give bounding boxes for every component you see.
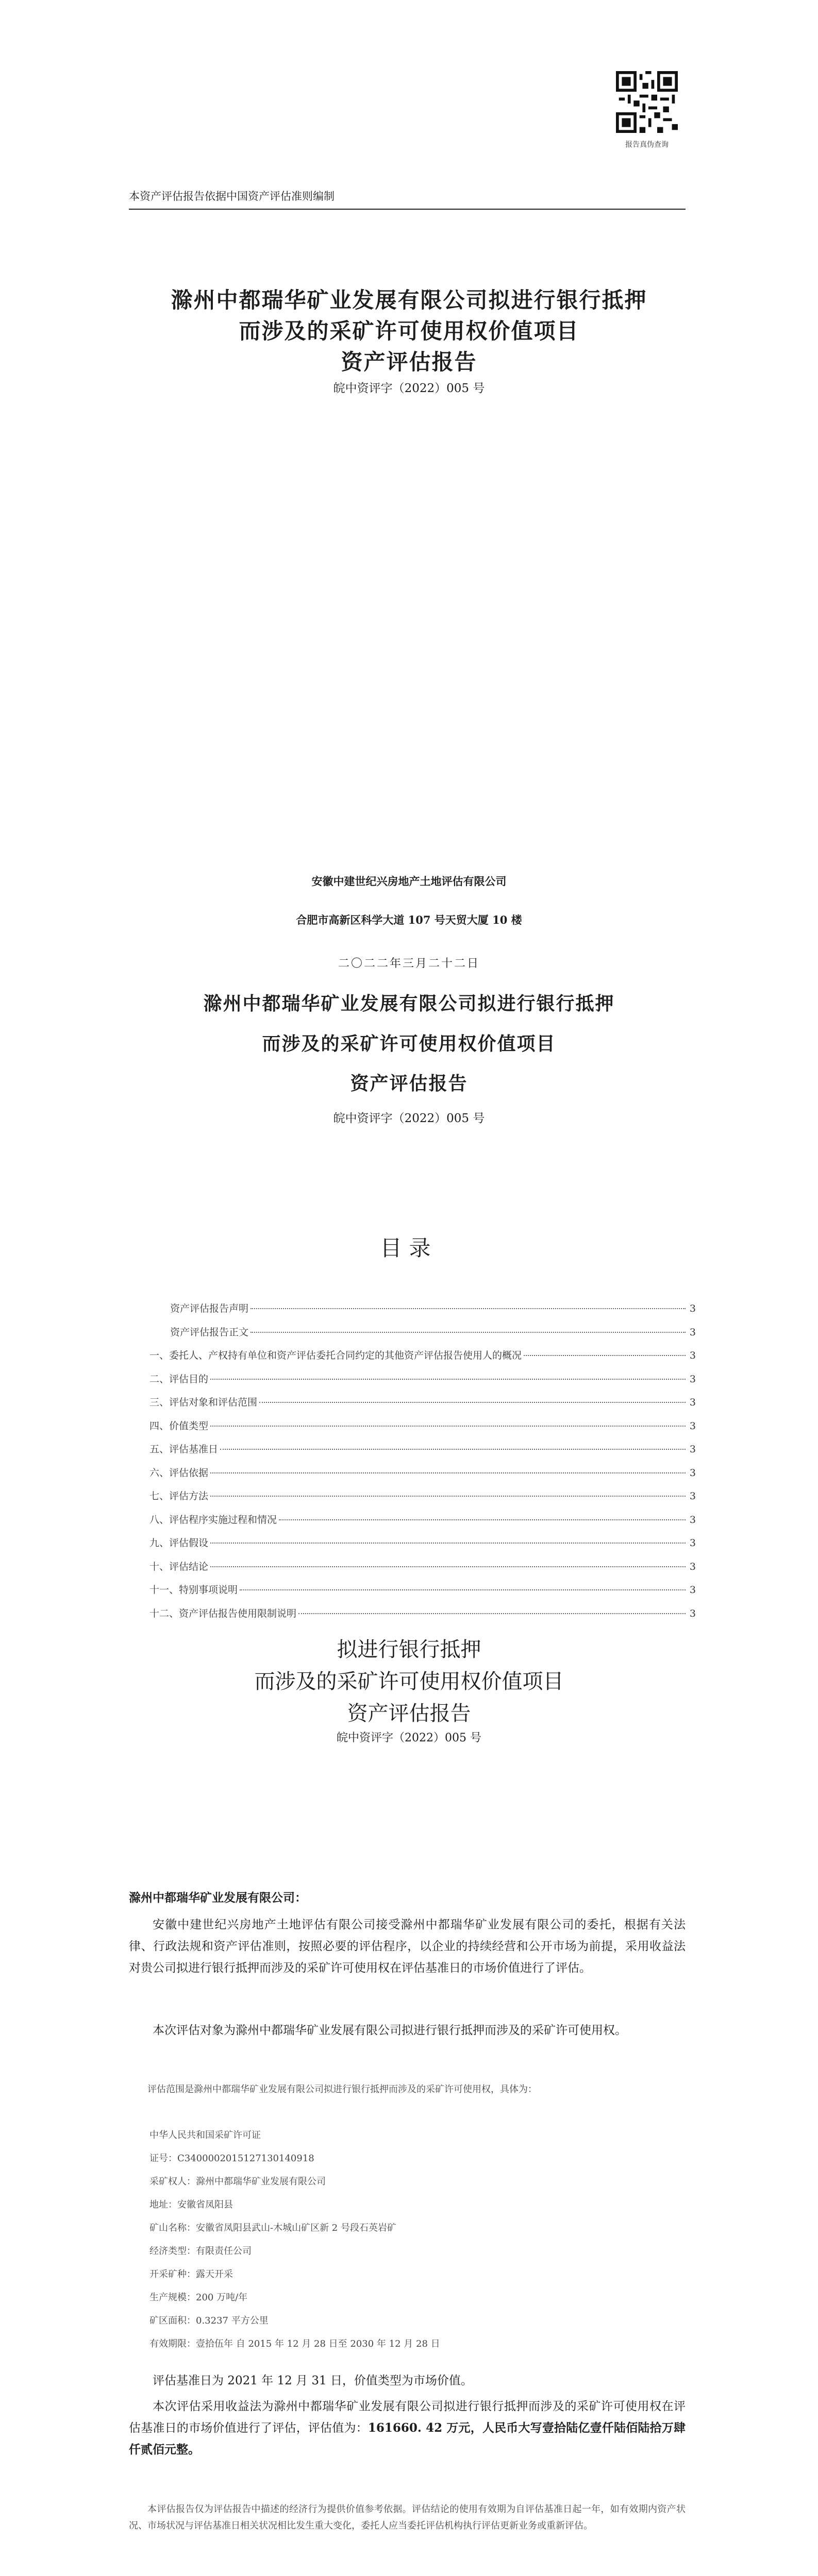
toc-item[interactable]: 八、评估程序实施过程和情况 3 [149,1514,696,1526]
license-header: 中华人民共和国采矿许可证 [149,2130,261,2141]
toc-item[interactable]: 五、评估基准日 3 [149,1444,696,1455]
mid-title-line1: 滁州中都瑞华矿业发展有限公司拟进行银行抵押 [203,993,615,1014]
org-address: 合肥市高新区科学大道 107 号天贸大厦 10 楼 [296,913,522,926]
toc-item[interactable]: 资产评估报告正文 3 [170,1326,696,1338]
toc-title: 目录 [380,1235,438,1261]
standard-basis-line: 本资产评估报告依据中国资产评估准则编制 [129,190,335,202]
section-title-line2: 而涉及的采矿许可使用权价值项目 [254,1670,564,1693]
intro-paragraph: 安徽中建世纪兴房地产土地评估有限公司接受滁州中都瑞华矿业发展有限公司的委托，根据有关法律、行政法规和资产评估准则，按照必要的评估程序，以企业的持续经营和公开市场为前提，采用收益法对贵公司拟进行银行抵押而涉及的采矿许可使用权在评估基准日的市场价值进行了评估。 [129,1918,686,1975]
license-address: 地址：安徽省凤阳县 [149,2199,233,2210]
table-of-contents [149,1301,696,1629]
toc-item[interactable]: 一、委托人、产权持有单位和资产评估委托合同约定的其他资产评估报告使用人的概况 3 [149,1350,696,1361]
cover-title-line3: 资产评估报告 [341,349,477,375]
mid-report-no: 皖中资评字（2022）005 号 [333,1112,485,1125]
method-paragraph: 本次评估采用收益法为滁州中都瑞华矿业发展有限公司拟进行银行抵押而涉及的采矿许可使用权在评估基准日的市场价值进行了评估，评估值为：161660. 42 万元，人民币大写壹拾陆亿壹仟陆佰陆拾万肆仟贰佰元整。 [129,2400,686,2456]
toc-item[interactable]: 十一、特别事项说明 3 [149,1584,696,1596]
object-paragraph: 本次评估对象为滁州中都瑞华矿业发展有限公司拟进行银行抵押而涉及的采矿许可使用权。 [153,2024,627,2037]
toc-item[interactable]: 七、评估方法 3 [149,1490,696,1502]
toc-item[interactable]: 十、评估结论 3 [149,1561,696,1572]
usage-note: 本评估报告仅为评估报告中描述的经济行为提供价值参考依据。评估结论的使用有效期为自评估基准日起一年，如有效期内资产状况、市场状况与评估基准日相关状况相比发生重大变化，委托人应当委托评估机构执行评估更新业务或重新评估。 [129,2504,686,2531]
scope-paragraph: 评估范围是滁州中都瑞华矿业发展有限公司拟进行银行抵押而涉及的采矿许可使用权，具体为： [147,2084,537,2095]
toc-item[interactable]: 六、评估依据 3 [149,1467,696,1479]
cover-title-line2: 而涉及的采矿许可使用权价值项目 [239,318,579,344]
qr-code-icon [616,71,678,133]
mid-title-line3: 资产评估报告 [350,1073,468,1094]
section-report-no: 皖中资评字（2022）005 号 [337,1732,481,1744]
section-title-line3: 资产评估报告 [347,1702,471,1725]
addressee: 滁州中都瑞华矿业发展有限公司： [129,1891,307,1905]
license-holder: 采矿权人：滁州中都瑞华矿业发展有限公司 [149,2176,326,2187]
toc-item[interactable]: 四、价值类型 3 [149,1420,696,1432]
section-title-line1: 拟进行银行抵押 [337,1638,481,1662]
header-divider [129,209,686,210]
toc-item[interactable]: 十二、资产评估报告使用限制说明 3 [149,1607,696,1619]
toc-item[interactable]: 三、评估对象和评估范围 3 [149,1397,696,1408]
license-econ-type: 经济类型：有限责任公司 [149,2246,252,2257]
license-scale: 生产规模：200 万吨/年 [149,2292,248,2303]
org-date: 二〇二二年三月二十二日 [338,957,480,970]
toc-item[interactable]: 资产评估报告声明 3 [170,1303,696,1314]
cover-title-line1: 滁州中都瑞华矿业发展有限公司拟进行银行抵押 [171,287,647,313]
org-name: 安徽中建世纪兴房地产土地评估有限公司 [311,875,507,888]
license-cert-no: 证号：C3400002015127130140918 [149,2153,314,2164]
mid-title-line2: 而涉及的采矿许可使用权价值项目 [262,1033,556,1055]
base-date-paragraph: 评估基准日为 2021 年 12 月 31 日，价值类型为市场价值。 [153,2374,473,2387]
toc-item[interactable]: 九、评估假设 3 [149,1537,696,1549]
license-area: 矿区面积：0.3237 平方公里 [149,2315,269,2326]
license-mine-name: 矿山名称：安徽省凤阳县武山-木城山矿区新 2 号段石英岩矿 [149,2223,396,2233]
qr-caption: 报告真伪查询 [625,141,669,149]
toc-item[interactable]: 二、评估目的 3 [149,1373,696,1385]
mining-license [149,2128,440,2360]
cover-report-no: 皖中资评字（2022）005 号 [333,382,485,395]
license-validity: 有效期限：壹拾伍年 自 2015 年 12 月 28 日至 2030 年 12 月 28 日 [149,2338,440,2349]
license-method: 开采矿种：露天开采 [149,2269,233,2280]
